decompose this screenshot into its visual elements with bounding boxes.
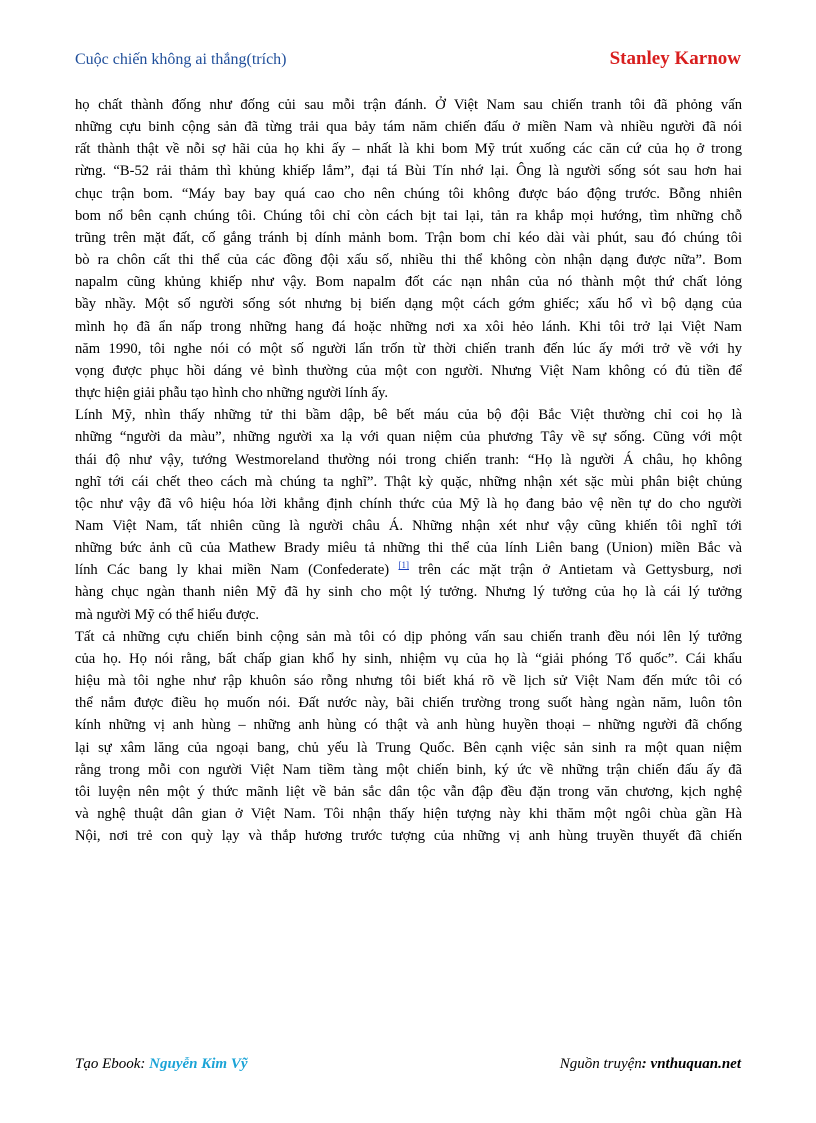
author-name: Stanley Karnow xyxy=(609,48,741,69)
paragraph xyxy=(75,94,742,404)
text-line: chục trận bom. “Máy bay bay quá cao cho nên chúng tôi không được báo động trước. Bỗng nhiên xyxy=(75,185,742,202)
source-site[interactable]: vnthuquan.net xyxy=(650,1056,741,1072)
text-line: và nghệ thuật dân gian ở Việt Nam. Tôi nhận thấy hiện tượng này khi thăm một ngôi chùa gần Hà xyxy=(75,806,742,822)
text-line: của họ. Họ nói rằng, bất chấp gian khổ hy sinh, nhiệm vụ của họ là “giải phóng Tổ quốc”. Cái khẩu xyxy=(75,650,742,667)
text-line: hàng chục ngàn thanh niên Mỹ đã hy sinh cho một lý tưởng. Nhưng lý tưởng của họ là cái lý tưởng xyxy=(75,584,742,601)
page-header xyxy=(75,48,741,78)
ebook-creator-name: Nguyễn Kim Vỹ xyxy=(149,1056,248,1072)
text-line: Tất cả những cựu chiến binh cộng sản mà tôi có dịp phỏng vấn sau chiến tranh đều nói lên lý tưởng xyxy=(75,628,742,645)
text-line: Nam Việt Nam, tất nhiên cũng là người châu Á. Những nhận xét như vậy cũng khiến tôi nghĩ tới xyxy=(75,517,742,534)
text-line: lính Các bang ly khai miền Nam (Confederate) [1] trên các mặt trận ở Antietam và Gettysburg, nơi xyxy=(75,560,742,579)
text-line: mà người Mỹ có thể hiểu được. xyxy=(75,606,260,623)
book-title: Cuộc chiến không ai thắng(trích) xyxy=(75,51,287,68)
text-line: Lính Mỹ, nhìn thấy những tử thi bầm dập, bê bết máu của bộ đội Bắc Việt thường chỉ coi họ là xyxy=(75,407,742,424)
document-body xyxy=(75,94,742,847)
text-line: những bức ảnh cũ của Mathew Brady miêu tả những thi thể của lính Liên bang (Union) miền Bắc và xyxy=(75,540,742,557)
text-line: những cựu binh cộng sản đã từng trải qua bảy tám năm chiến đấu ở miền Nam và nhiều người đã nói xyxy=(75,119,742,136)
text-line: mình họ đã ẩn nấp trong những hang đá hoặc những nơi xa xôi hẻo lánh. Khi tôi trở lại Việt Nam xyxy=(75,318,742,335)
text-line: tôi luyện nên một ý thức mãnh liệt về bản sắc dân tộc vẫn đập đều đặn trong văn chương, kịch nghệ xyxy=(75,783,742,800)
paragraph xyxy=(75,404,742,626)
page-footer xyxy=(75,1056,741,1073)
text-line: thực hiện giải phẫu tạo hình cho những người lính ấy. xyxy=(75,385,388,402)
text-line: hiệu mà tôi nghe như rập khuôn sáo rỗng nhưng tôi biết khá rõ về lịch sử Việt Nam đến mức tôi có xyxy=(75,673,742,690)
text-line: thể nắm được điều họ muốn nói. Đất nước này, bãi chiến trường trong suốt hàng ngàn năm, luôn tôn xyxy=(75,695,742,712)
text-line: tộc như vậy đã vô hiệu hóa lời khẳng định chính thức của Mỹ là họ đang bảo vệ nền tự do cho người xyxy=(75,495,742,512)
text-line: họ chất thành đống như đống củi sau mỗi trận đánh. Ở Việt Nam sau chiến tranh tôi đã phỏng vấn xyxy=(75,97,742,113)
footnote-link[interactable]: [1] xyxy=(398,560,409,571)
text-line: rất thành thật về nỗi sợ hãi của họ khi ấy – nhất là khi bom Mỹ trút xuống các căn cứ của họ ở trong xyxy=(75,141,742,158)
text-line: rừng. “B-52 rải thảm thì khủng khiếp lắm”, đại tá Bùi Tín nhớ lại. Ông là người sống sót sau hơn hai xyxy=(75,163,742,180)
text-line: bầy nhầy. Một số người sống sót nhưng bị biến dạng một cách gớm ghiếc; xấu hổ vì bộ dạng của xyxy=(75,296,742,313)
source-credit: Nguồn truyện: vnthuquan.net xyxy=(559,1056,741,1072)
text-line: thái độ như vậy, tướng Westmoreland thường nói trong chiến tranh: “Họ là người Á châu, họ không xyxy=(75,451,742,468)
text-line: napalm cũng khủng khiếp như vậy. Bom napalm đốt các nạn nhân của nó thành một thứ chất lỏng xyxy=(75,274,742,291)
text-line: nghĩ tới cái chết theo cách mà chúng ta nghĩ”. Thật kỳ quặc, những nhận xét sặc mùi phân biệt chủng xyxy=(75,473,742,490)
text-line: Nội, nơi trẻ con quỳ lạy và thắp hương trước tượng của những vị anh hùng truyền thuyết đã chiến xyxy=(75,828,742,845)
ebook-credit: Tạo Ebook: Nguyễn Kim Vỹ xyxy=(75,1056,248,1072)
text-line: trũng trên mặt đất, cố gắng tránh bị dính mảnh bom. Trận bom chỉ kéo dài vài phút, sau đó chúng tôi xyxy=(75,229,742,246)
text-line: năm 1990, tôi nghe nói có một số người lẩn trốn từ thời chiến tranh đến lúc ấy mới trở về với hy xyxy=(75,340,742,357)
text-line: bom nổ bên cạnh chúng tôi. Chúng tôi chỉ còn cách bịt tai lại, tản ra khắp mọi hướng, tìm những chỗ xyxy=(75,207,742,224)
text-line: rằng trong mỗi con người Việt Nam tiềm tàng một chiến binh, ký ức về những trận chiến đấu ấy đã xyxy=(75,761,742,778)
text-line: kính những vị anh hùng – những anh hùng có thật và anh hùng huyền thoại – những người đã chống xyxy=(75,717,742,734)
text-line: lại sự xâm lăng của ngoại bang, chủ yếu là Trung Quốc. Bên cạnh việc sản sinh ra một quan niệm xyxy=(75,739,742,756)
text-line: bò ra chôn cất thi thể của các đồng đội xấu số, nhiều thi thể không còn nhận dạng được nữa”. Bom xyxy=(75,252,742,269)
paragraph xyxy=(75,626,742,848)
text-line: những “người da màu”, những người xa lạ với quan niệm của phương Tây về sự sống. Cũng với một xyxy=(75,429,742,446)
text-line: vọng được phục hồi dáng vẻ bình thường của một con người. Nhưng Việt Nam không có đủ tiền để xyxy=(75,362,742,379)
